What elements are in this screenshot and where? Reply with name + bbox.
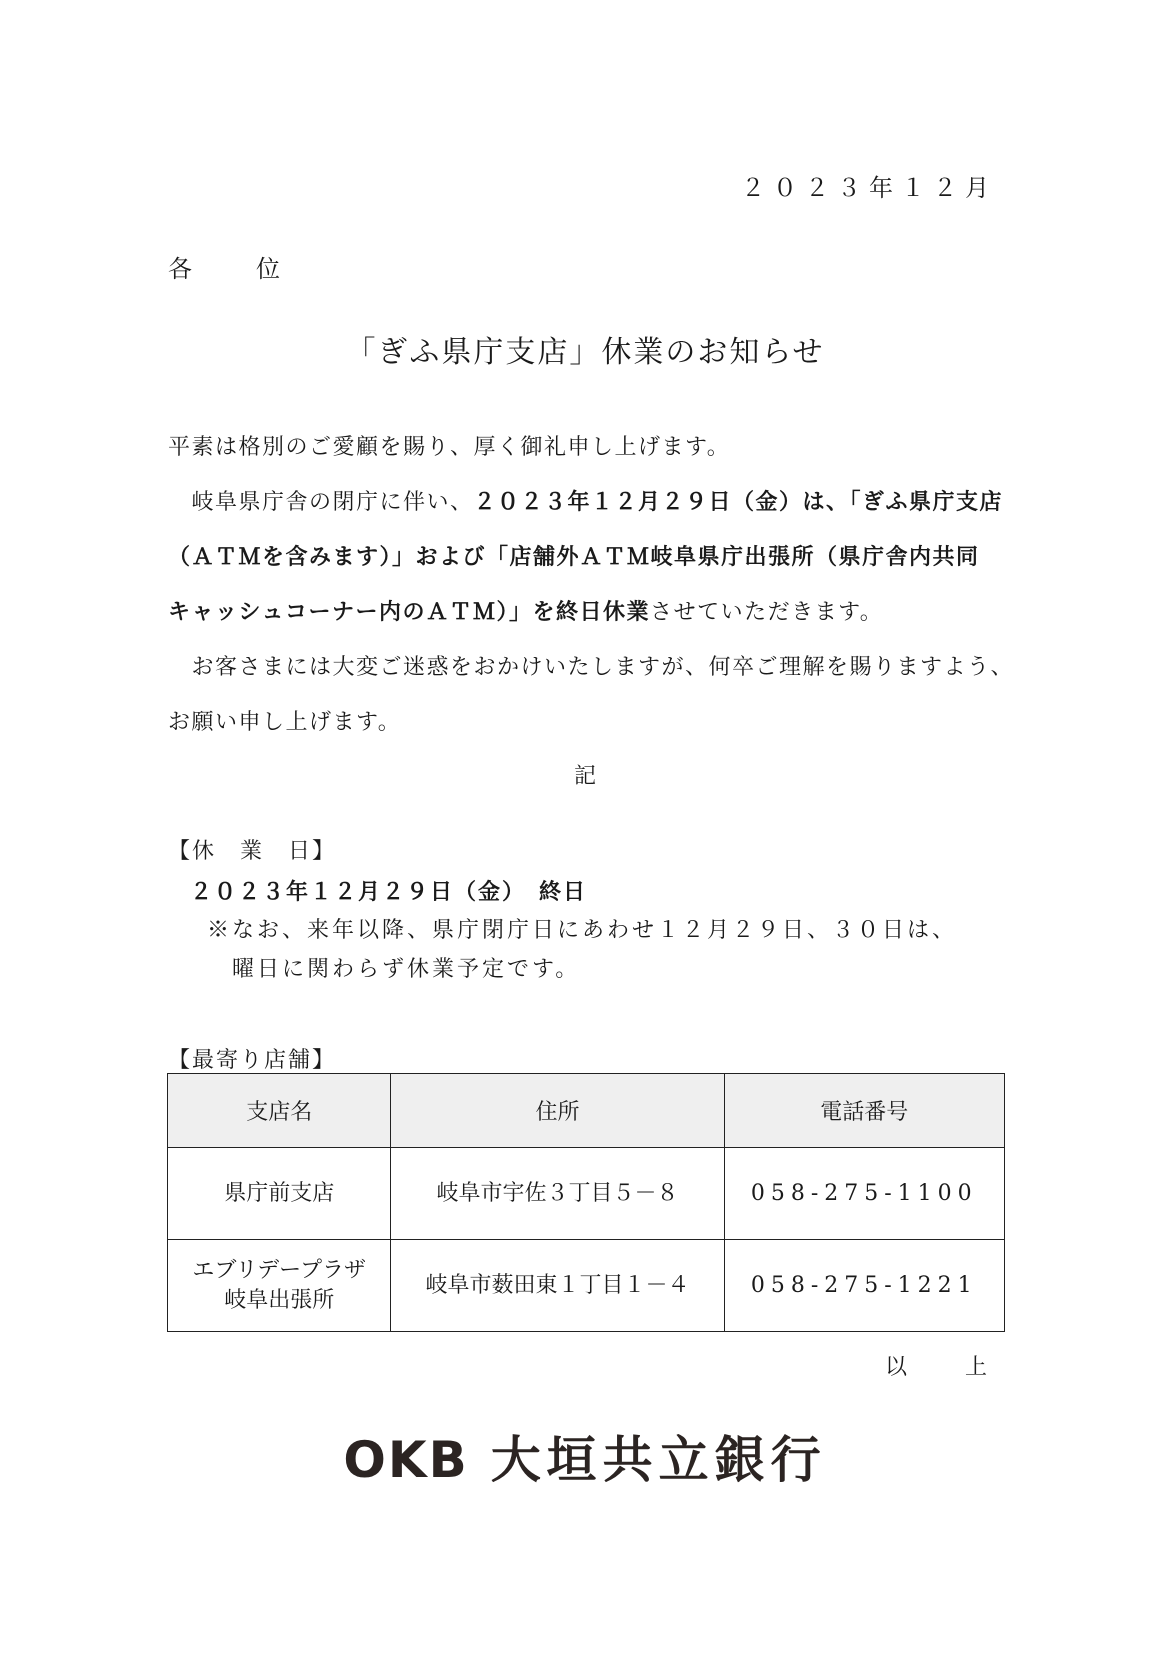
ki-marker: 記 <box>573 764 596 789</box>
announcement-line-1 <box>168 485 1003 516</box>
column-header-address: 住所 <box>391 1074 724 1148</box>
column-header-branch: 支店名 <box>168 1074 391 1148</box>
apology-line-2: お願い申し上げます。 <box>168 710 402 735</box>
branch-address: 岐阜市薮田東１丁目１－４ <box>391 1240 724 1332</box>
closing-mark: 以 上 <box>884 1355 1005 1380</box>
page-title: 「ぎふ県庁支店」休業のお知らせ <box>345 335 825 370</box>
announcement-line-3 <box>168 595 883 626</box>
announcement-line-2: （ＡＴＭを含みます）」および「店舗外ＡＴＭ岐阜県庁出張所（県庁舎内共同 <box>168 545 980 570</box>
branch-name-line-2: 岐阜出張所 <box>224 1287 335 1313</box>
announcement-line-1-bold: ２０２３年１２月２９日（金）は、「ぎふ県庁支店 <box>473 490 1004 515</box>
holiday-note-line-2: 曜日に関わらず休業予定です。 <box>207 957 581 982</box>
branch-tel: 058-275-1221 <box>724 1240 1005 1332</box>
branch-address: 岐阜市宇佐３丁目５－８ <box>391 1148 724 1240</box>
holiday-date-allday: 終日 <box>515 880 588 905</box>
notice-date: ２０２３年１２月 <box>741 174 997 202</box>
logo-kanji: 大垣共立銀行 <box>490 1431 827 1489</box>
branch-name <box>168 1240 391 1332</box>
branch-tel: 058-275-1100 <box>724 1148 1005 1240</box>
announcement-line-1-text: 岐阜県庁舎の閉庁に伴い、 <box>168 490 474 515</box>
nearest-heading: 【最寄り店舗】 <box>168 1048 337 1073</box>
announcement-line-3-bold: キャッシュコーナー内のＡＴＭ）」を終日休業 <box>168 600 651 625</box>
announcement-line-3-text: させていただきます。 <box>650 600 884 625</box>
branch-name-line-1: エブリデープラザ <box>192 1257 367 1283</box>
greeting-paragraph: 平素は格別のご愛顧を賜り、厚く御礼申し上げます。 <box>168 435 731 460</box>
holiday-note-line-1: ※なお、来年以降、県庁閉庁日にあわせ１２月２９日、３０日は、 <box>207 918 958 943</box>
recipient: 各 位 <box>168 255 300 283</box>
holiday-date-day: ２０２３年１２月２９日（金） <box>190 880 516 905</box>
table-row <box>168 1148 1005 1240</box>
holiday-heading: 【休 業 日】 <box>168 839 337 864</box>
branch-name-line-1: 県庁前支店 <box>224 1180 335 1206</box>
holiday-date <box>190 875 587 906</box>
column-header-tel: 電話番号 <box>724 1074 1005 1148</box>
okb-logo <box>0 1420 1170 1492</box>
branch-name <box>168 1148 391 1240</box>
logo-latin: OKB <box>343 1431 469 1489</box>
nearest-branches-table <box>167 1073 1005 1332</box>
apology-line-1: お客さまには大変ご迷惑をおかけいたしますが、何卒ご理解を賜りますよう、 <box>168 655 1015 680</box>
table-row <box>168 1240 1005 1332</box>
table-header-row <box>168 1074 1005 1148</box>
